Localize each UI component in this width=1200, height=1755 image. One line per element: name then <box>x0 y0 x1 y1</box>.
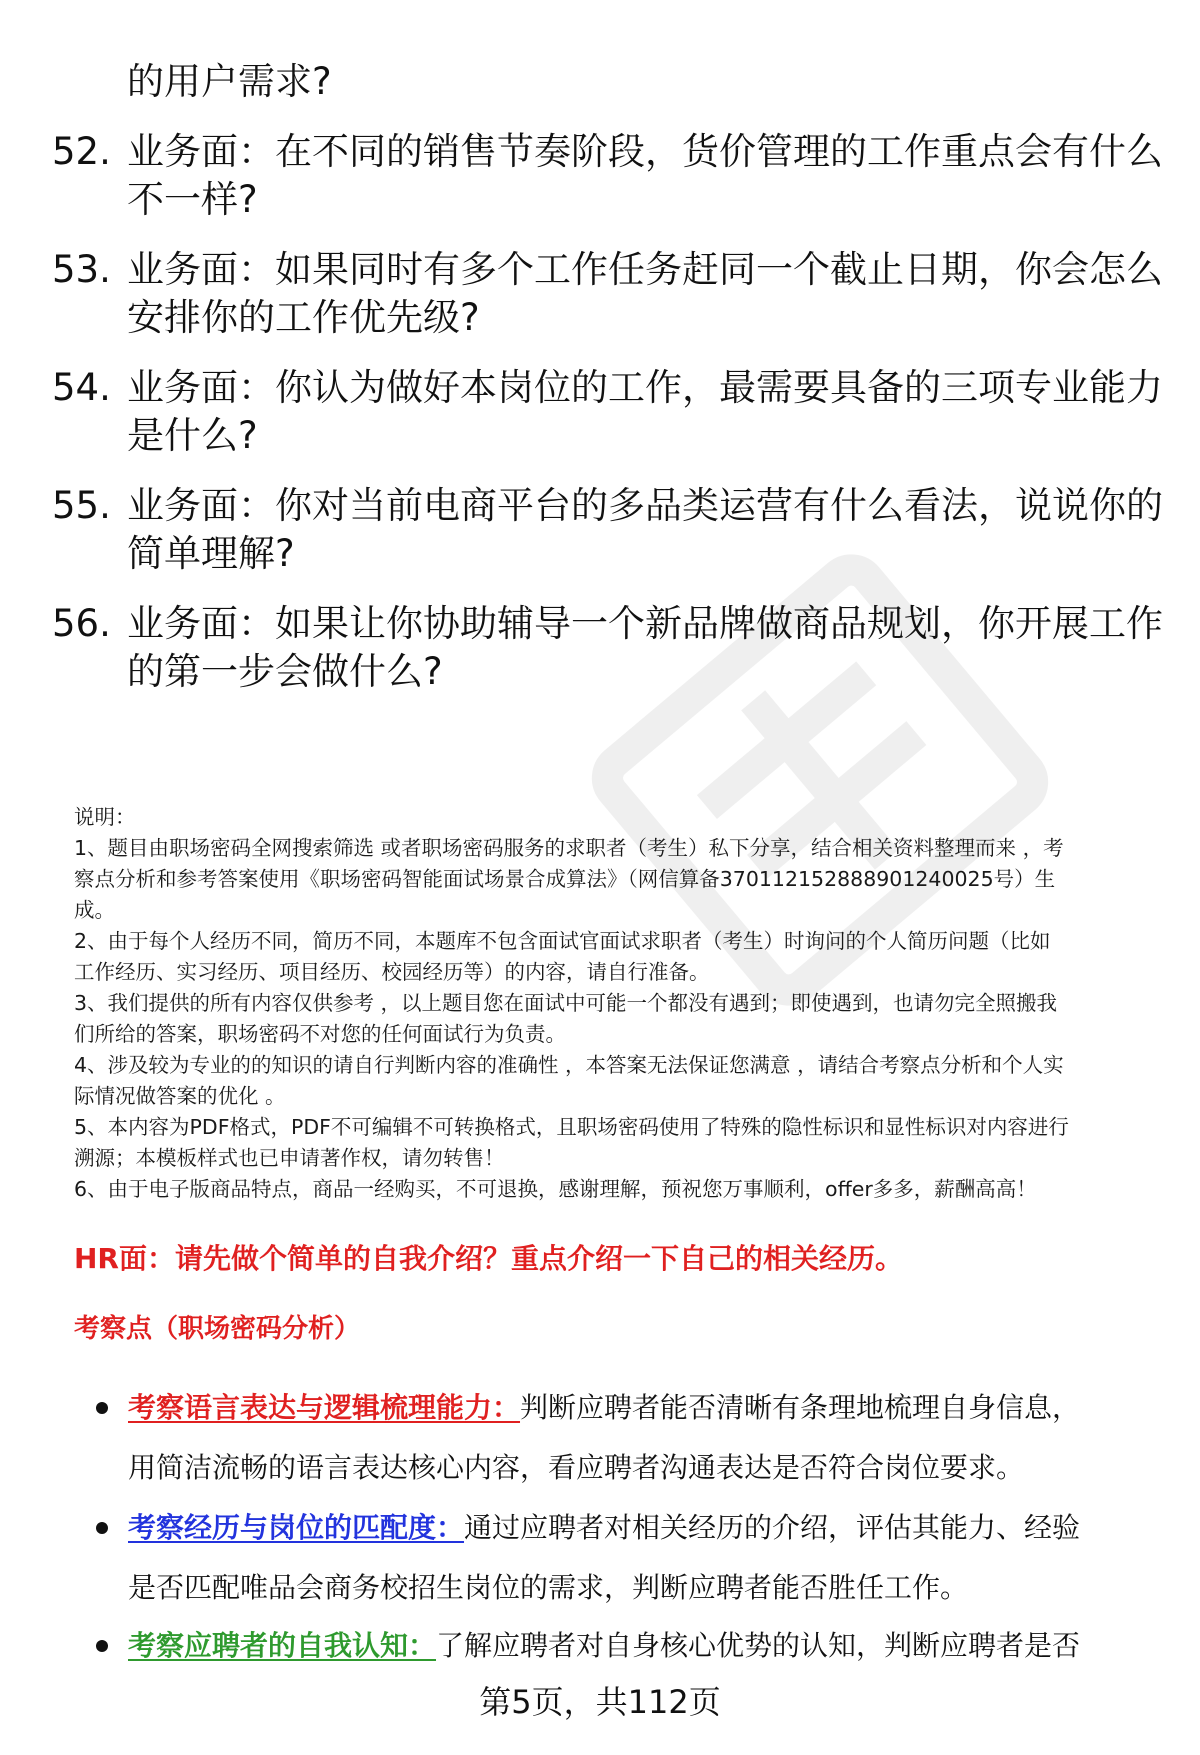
question-number: 52. <box>52 130 111 173</box>
question-text-line: 业务面：在不同的销售节奏阶段，货价管理的工作重点会有什么 <box>127 130 1163 173</box>
question-text-line: 安排你的工作优先级? <box>127 296 480 339</box>
notes-line: 工作经历、实习经历、项目经历、校园经历等）的内容，请自行准备。 <box>74 960 710 984</box>
notes-line: 3、我们提供的所有内容仅供参考 ，以上题目您在面试中可能一个都没有遇到；即使遇到，也请勿完全照搬我 <box>74 991 1058 1015</box>
bullet-line <box>128 1498 1080 1558</box>
notes-line: 们所给的答案，职场密码不对您的任何面试行为负责。 <box>74 1022 566 1046</box>
notes-block <box>74 802 1154 1205</box>
page-footer: 第5页，共112页 <box>479 1683 721 1721</box>
question-text-line: 业务面：如果让你协助辅导一个新品牌做商品规划，你开展工作 <box>127 602 1163 645</box>
bullet-text: 判断应聘者能否清晰有条理地梳理自身信息， <box>520 1391 1081 1424</box>
bullet-lead: 考察经历与岗位的匹配度： <box>128 1511 465 1544</box>
question-text-line: 简单理解? <box>127 532 295 575</box>
question-text-line: 业务面：如果同时有多个工作任务赶同一个截止日期，你会怎么 <box>127 248 1163 291</box>
notes-line: 1、题目由职场密码全网搜索筛选 或者职场密码服务的求职者（考生）私下分享，结合相关资料整理而来 ，考 <box>74 836 1064 860</box>
hr-question-heading: HR面：请先做个简单的自我介绍？重点介绍一下自己的相关经历。 <box>74 1242 903 1275</box>
notes-line: 察点分析和参考答案使用《职场密码智能面试场景合成算法》（网信算备370112152888901240025号）生 <box>74 867 1056 891</box>
question-text-line: 的用户需求? <box>127 60 332 103</box>
notes-line: 溯源；本模板样式也已申请著作权，请勿转售！ <box>74 1146 505 1170</box>
bullet-lead: 考察应聘者的自我认知： <box>128 1629 437 1662</box>
question-number: 54. <box>52 366 111 409</box>
notes-line: 6、由于电子版商品特点，商品一经购买，不可退换，感谢理解，预祝您万事顺利，offer多多，薪酬高高！ <box>74 1177 1037 1201</box>
notes-line: 成。 <box>74 898 115 922</box>
question-text-line: 是什么? <box>127 414 258 457</box>
question-text-line: 业务面：你对当前电商平台的多品类运营有什么看法，说说你的 <box>127 484 1163 527</box>
question-text-line: 不一样? <box>127 178 258 221</box>
notes-line: 5、本内容为PDF格式，PDF不可编辑不可转换格式，且职场密码使用了特殊的隐性标识和显性标识对内容进行 <box>74 1115 1069 1139</box>
question-text-line: 的第一步会做什么? <box>127 650 443 693</box>
bullet-dot-icon <box>96 1640 108 1652</box>
notes-line: 2、由于每个人经历不同，简历不同，本题库不包含面试官面试求职者（考生）时询问的个人简历问题（比如 <box>74 929 1051 953</box>
bullet-line <box>128 1378 1080 1438</box>
bullet-text: 了解应聘者对自身核心优势的认知，判断应聘者是否 <box>436 1629 1081 1662</box>
question-number: 56. <box>52 602 111 645</box>
bullet-dot-icon <box>96 1402 108 1414</box>
notes-line: 际情况做答案的优化 。 <box>74 1084 286 1108</box>
question-text-line: 业务面：你认为做好本岗位的工作，最需要具备的三项专业能力 <box>127 366 1163 409</box>
bullet-line: 用简洁流畅的语言表达核心内容，看应聘者沟通表达是否符合岗位要求。 <box>128 1451 1025 1484</box>
bullet-line <box>128 1616 1080 1676</box>
notes-title: 说明： <box>74 805 136 829</box>
bullet-text: 通过应聘者对相关经历的介绍，评估其能力、经验 <box>464 1511 1081 1544</box>
kaocha-section-title: 考察点（职场密码分析） <box>74 1314 361 1344</box>
notes-line: 4、涉及较为专业的的知识的请自行判断内容的准确性 ，本答案无法保证您满意 ，请结合考察点分析和个人实 <box>74 1053 1064 1077</box>
bullet-lead: 考察语言表达与逻辑梳理能力： <box>128 1391 521 1424</box>
bullet-line: 是否匹配唯品会商务校招生岗位的需求，判断应聘者能否胜任工作。 <box>128 1571 969 1604</box>
question-number: 55. <box>52 484 111 527</box>
question-number: 53. <box>52 248 111 291</box>
bullet-dot-icon <box>96 1522 108 1534</box>
